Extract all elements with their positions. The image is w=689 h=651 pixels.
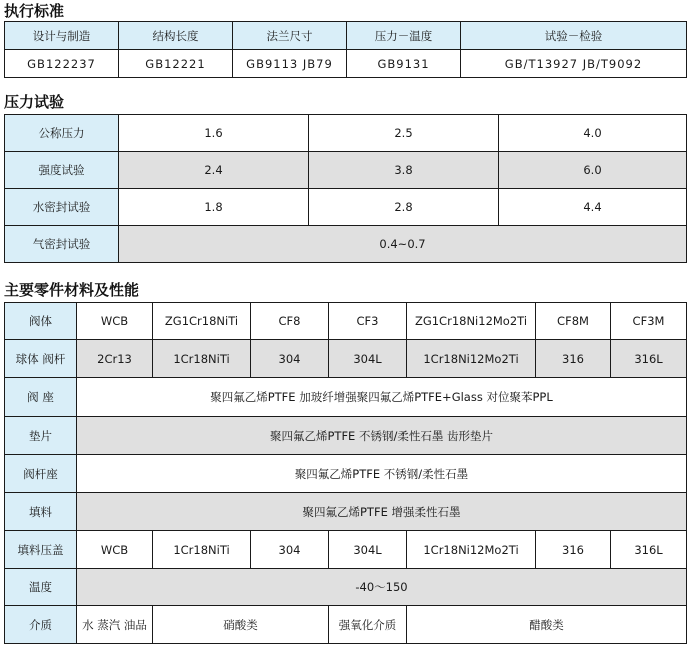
material-value: 聚四氟乙烯PTFE 不锈钢/柔性石墨 齿形垫片 bbox=[77, 417, 687, 455]
pressure-value: 6.0 bbox=[499, 152, 687, 189]
materials-label: 阀杆座 bbox=[5, 455, 77, 493]
pressure-value: 4.0 bbox=[499, 115, 687, 152]
material-value: CF3 bbox=[329, 303, 407, 340]
section-title-materials: 主要零件材料及性能 bbox=[4, 281, 140, 299]
materials-row-packing bbox=[5, 493, 687, 531]
material-value: ZG1Cr18Ni12Mo2Ti bbox=[407, 303, 536, 340]
material-value: 醋酸类 bbox=[407, 606, 687, 644]
pressure-value: 3.8 bbox=[309, 152, 499, 189]
standards-value: GB/T13927 JB/T9092 bbox=[461, 50, 687, 78]
material-value: 1Cr18NiTi bbox=[153, 340, 251, 378]
materials-label: 填料 bbox=[5, 493, 77, 531]
material-value: 304L bbox=[329, 531, 407, 569]
materials-row-gland bbox=[5, 531, 687, 569]
materials-label: 阀 座 bbox=[5, 378, 77, 417]
pressure-label: 公称压力 bbox=[5, 115, 119, 152]
material-value: 1Cr18Ni12Mo2Ti bbox=[407, 531, 536, 569]
standards-header: 设计与制造 bbox=[5, 22, 119, 50]
materials-label: 填料压盖 bbox=[5, 531, 77, 569]
standards-value: GB122237 bbox=[5, 50, 119, 78]
material-value: 聚四氟乙烯PTFE 不锈钢/柔性石墨 bbox=[77, 455, 687, 493]
pressure-row bbox=[5, 152, 687, 189]
material-value: 316 bbox=[536, 531, 611, 569]
material-value: 316L bbox=[611, 531, 687, 569]
material-value: WCB bbox=[77, 303, 153, 340]
standards-value: GB12221 bbox=[119, 50, 233, 78]
materials-label: 球体 阀杆 bbox=[5, 340, 77, 378]
materials-table bbox=[4, 302, 687, 644]
section-title-pressure: 压力试验 bbox=[4, 93, 65, 111]
material-value: CF3M bbox=[611, 303, 687, 340]
pressure-row bbox=[5, 189, 687, 226]
material-value: 304L bbox=[329, 340, 407, 378]
standards-table bbox=[4, 21, 687, 78]
pressure-value: 2.4 bbox=[119, 152, 309, 189]
pressure-value: 0.4~0.7 bbox=[119, 226, 687, 263]
pressure-value: 2.8 bbox=[309, 189, 499, 226]
standards-value: GB9113 JB79 bbox=[233, 50, 347, 78]
section-title-standards: 执行标准 bbox=[4, 2, 65, 20]
material-value: CF8M bbox=[536, 303, 611, 340]
pressure-label: 强度试验 bbox=[5, 152, 119, 189]
material-value: -40～150 bbox=[77, 569, 687, 606]
pressure-row bbox=[5, 226, 687, 263]
standards-value-row bbox=[5, 50, 687, 78]
standards-value: GB9131 bbox=[347, 50, 461, 78]
material-value: 聚四氟乙烯PTFE 加玻纤增强聚四氟乙烯PTFE+Glass 对位聚苯PPL bbox=[77, 378, 687, 417]
pressure-row bbox=[5, 115, 687, 152]
pressure-value: 1.6 bbox=[119, 115, 309, 152]
materials-row-medium bbox=[5, 606, 687, 644]
pressure-table bbox=[4, 114, 687, 263]
material-value: 1Cr18Ni12Mo2Ti bbox=[407, 340, 536, 378]
materials-label: 垫片 bbox=[5, 417, 77, 455]
pressure-label: 水密封试验 bbox=[5, 189, 119, 226]
materials-row-stem-seat bbox=[5, 455, 687, 493]
materials-row-seat bbox=[5, 378, 687, 417]
pressure-value: 1.8 bbox=[119, 189, 309, 226]
pressure-value: 2.5 bbox=[309, 115, 499, 152]
materials-row-body bbox=[5, 303, 687, 340]
materials-label: 温度 bbox=[5, 569, 77, 606]
pressure-value: 4.4 bbox=[499, 189, 687, 226]
material-value: 316L bbox=[611, 340, 687, 378]
standards-header: 法兰尺寸 bbox=[233, 22, 347, 50]
standards-header-row bbox=[5, 22, 687, 50]
standards-header: 试验－检验 bbox=[461, 22, 687, 50]
material-value: 1Cr18NiTi bbox=[153, 531, 251, 569]
standards-header: 压力－温度 bbox=[347, 22, 461, 50]
pressure-label: 气密封试验 bbox=[5, 226, 119, 263]
material-value: CF8 bbox=[251, 303, 329, 340]
materials-row-gasket bbox=[5, 417, 687, 455]
standards-header: 结构长度 bbox=[119, 22, 233, 50]
materials-label: 阀体 bbox=[5, 303, 77, 340]
material-value: 硝酸类 bbox=[153, 606, 329, 644]
materials-row-temperature bbox=[5, 569, 687, 606]
materials-row-ball-stem bbox=[5, 340, 687, 378]
material-value: 304 bbox=[251, 531, 329, 569]
material-value: 强氧化介质 bbox=[329, 606, 407, 644]
materials-label: 介质 bbox=[5, 606, 77, 644]
material-value: 2Cr13 bbox=[77, 340, 153, 378]
material-value: ZG1Cr18NiTi bbox=[153, 303, 251, 340]
material-value: 316 bbox=[536, 340, 611, 378]
material-value: 304 bbox=[251, 340, 329, 378]
material-value: 聚四氟乙烯PTFE 增强柔性石墨 bbox=[77, 493, 687, 531]
material-value: 水 蒸汽 油品 bbox=[77, 606, 153, 644]
material-value: WCB bbox=[77, 531, 153, 569]
